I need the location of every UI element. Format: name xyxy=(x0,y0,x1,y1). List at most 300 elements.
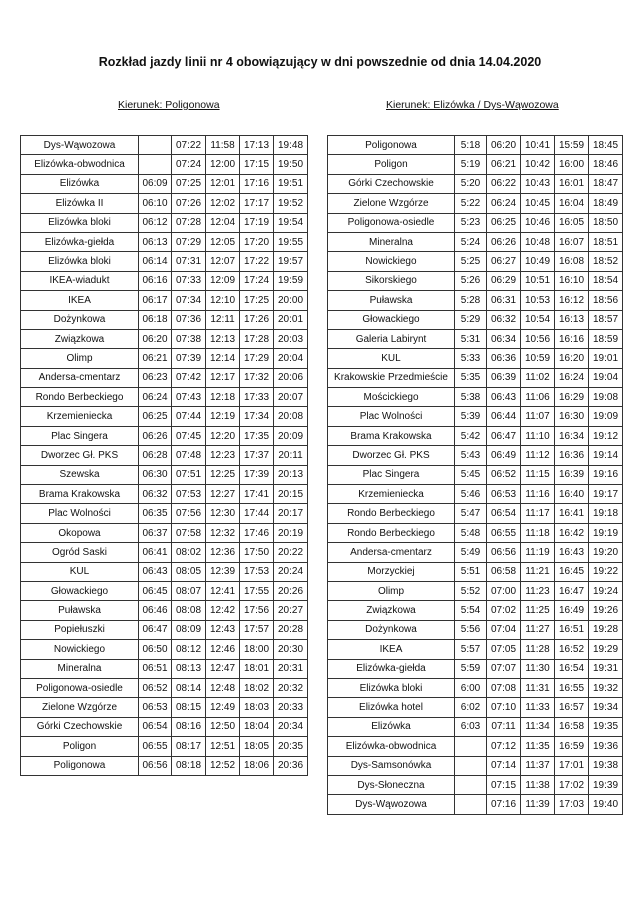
departure-time-cell: 17:15 xyxy=(240,155,274,174)
departure-time-cell: 12:27 xyxy=(206,485,240,504)
table-row xyxy=(21,407,308,426)
stop-name-cell: Dys-Słoneczna xyxy=(328,775,455,794)
departure-time-cell: 06:45 xyxy=(139,581,172,600)
departure-time-cell: 20:33 xyxy=(274,698,308,717)
departure-time-cell: 06:52 xyxy=(487,465,521,484)
table-row xyxy=(21,678,308,697)
departure-time-cell: 20:26 xyxy=(274,581,308,600)
stop-name-cell: Sikorskiego xyxy=(328,271,455,290)
stop-name-cell: Plac Wolności xyxy=(328,407,455,426)
departure-time-cell: 11:10 xyxy=(521,426,555,445)
departure-time-cell: 16:24 xyxy=(555,368,589,387)
stop-name-cell: Olimp xyxy=(328,581,455,600)
departure-time-cell: 06:53 xyxy=(139,698,172,717)
table-row xyxy=(328,581,623,600)
departure-time-cell: 06:16 xyxy=(139,271,172,290)
stop-name-cell: Okopowa xyxy=(21,523,139,542)
departure-time-cell: 16:52 xyxy=(555,640,589,659)
direction-label-right: Kierunek: Elizówka / Dys-Wąwozowa xyxy=(386,99,559,111)
stop-name-cell: Plac Singera xyxy=(328,465,455,484)
departure-time-cell: 19:52 xyxy=(274,194,308,213)
departure-time-cell: 12:46 xyxy=(206,640,240,659)
stop-name-cell: Elizówka-obwodnica xyxy=(21,155,139,174)
table-row xyxy=(328,698,623,717)
departure-time-cell: 6:00 xyxy=(455,678,487,697)
stop-name-cell: Elizówka-giełda xyxy=(328,659,455,678)
table-row xyxy=(21,155,308,174)
departure-time-cell: 19:26 xyxy=(589,601,623,620)
departure-time-cell: 5:45 xyxy=(455,465,487,484)
departure-time-cell: 07:10 xyxy=(487,698,521,717)
departure-time-cell: 20:03 xyxy=(274,329,308,348)
departure-time-cell: 12:19 xyxy=(206,407,240,426)
departure-time-cell xyxy=(139,155,172,174)
table-row xyxy=(328,737,623,756)
departure-time-cell: 5:48 xyxy=(455,523,487,542)
departure-time-cell: 08:18 xyxy=(172,756,206,775)
departure-time-cell: 06:20 xyxy=(139,329,172,348)
table-row xyxy=(328,678,623,697)
departure-time-cell: 07:14 xyxy=(487,756,521,775)
stop-name-cell: Plac Singera xyxy=(21,426,139,445)
departure-time-cell: 16:42 xyxy=(555,523,589,542)
departure-time-cell: 5:29 xyxy=(455,310,487,329)
stop-name-cell: Mościckiego xyxy=(328,388,455,407)
departure-time-cell: 08:15 xyxy=(172,698,206,717)
departure-time-cell: 20:07 xyxy=(274,388,308,407)
departure-time-cell: 17:02 xyxy=(555,775,589,794)
stop-name-cell: Zielone Wzgórze xyxy=(328,194,455,213)
departure-time-cell: 17:39 xyxy=(240,465,274,484)
departure-time-cell: 07:12 xyxy=(487,737,521,756)
stop-name-cell: Dworzec Gł. PKS xyxy=(328,446,455,465)
departure-time-cell: 11:38 xyxy=(521,775,555,794)
departure-time-cell: 11:33 xyxy=(521,698,555,717)
departure-time-cell: 06:10 xyxy=(139,194,172,213)
stop-name-cell: Elizówka xyxy=(328,717,455,736)
departure-time-cell: 17:32 xyxy=(240,368,274,387)
table-row xyxy=(21,562,308,581)
departure-time-cell: 20:04 xyxy=(274,349,308,368)
departure-time-cell: 12:32 xyxy=(206,523,240,542)
departure-time-cell: 19:14 xyxy=(589,446,623,465)
table-row xyxy=(21,349,308,368)
departure-time-cell: 12:13 xyxy=(206,329,240,348)
departure-time-cell: 06:31 xyxy=(487,291,521,310)
departure-time-cell: 07:02 xyxy=(487,601,521,620)
departure-time-cell: 06:22 xyxy=(487,174,521,193)
departure-time-cell: 07:08 xyxy=(487,678,521,697)
departure-time-cell: 18:02 xyxy=(240,678,274,697)
departure-time-cell: 17:19 xyxy=(240,213,274,232)
departure-time-cell: 11:17 xyxy=(521,504,555,523)
table-row xyxy=(328,640,623,659)
departure-time-cell: 12:52 xyxy=(206,756,240,775)
departure-time-cell: 5:43 xyxy=(455,446,487,465)
departure-time-cell: 19:55 xyxy=(274,232,308,251)
table-row xyxy=(328,213,623,232)
departure-time-cell: 07:26 xyxy=(172,194,206,213)
timetable-left xyxy=(20,135,308,776)
direction-label-left: Kierunek: Poligonowa xyxy=(118,99,220,111)
departure-time-cell: 18:47 xyxy=(589,174,623,193)
departure-time-cell: 07:00 xyxy=(487,581,521,600)
departure-time-cell: 17:28 xyxy=(240,329,274,348)
departure-time-cell: 19:31 xyxy=(589,659,623,678)
departure-time-cell: 12:23 xyxy=(206,446,240,465)
departure-time-cell: 11:28 xyxy=(521,640,555,659)
departure-time-cell: 19:35 xyxy=(589,717,623,736)
departure-time-cell: 19:57 xyxy=(274,252,308,271)
departure-time-cell: 17:37 xyxy=(240,446,274,465)
departure-time-cell: 07:29 xyxy=(172,232,206,251)
stop-name-cell: Zielone Wzgórze xyxy=(21,698,139,717)
stop-name-cell: Olimp xyxy=(21,349,139,368)
departure-time-cell: 5:20 xyxy=(455,174,487,193)
stop-name-cell: Galeria Labirynt xyxy=(328,329,455,348)
departure-time-cell: 11:39 xyxy=(521,795,555,814)
departure-time-cell: 07:11 xyxy=(487,717,521,736)
departure-time-cell: 12:41 xyxy=(206,581,240,600)
departure-time-cell: 16:05 xyxy=(555,213,589,232)
departure-time-cell: 12:09 xyxy=(206,271,240,290)
departure-time-cell: 17:33 xyxy=(240,388,274,407)
departure-time-cell: 06:58 xyxy=(487,562,521,581)
departure-time-cell: 12:04 xyxy=(206,213,240,232)
departure-time-cell: 12:25 xyxy=(206,465,240,484)
departure-time-cell: 5:42 xyxy=(455,426,487,445)
departure-time-cell: 20:17 xyxy=(274,504,308,523)
timetable-right-body xyxy=(328,136,623,815)
stop-name-cell: Dys-Samsonówka xyxy=(328,756,455,775)
departure-time-cell: 10:42 xyxy=(521,155,555,174)
table-row xyxy=(21,620,308,639)
departure-time-cell: 06:51 xyxy=(139,659,172,678)
timetable-right xyxy=(327,135,623,815)
stop-name-cell: Brama Krakowska xyxy=(328,426,455,445)
page-title: Rozkład jazdy linii nr 4 obowiązujący w dni powszednie od dnia 14.04.2020 xyxy=(98,55,542,69)
departure-time-cell: 12:20 xyxy=(206,426,240,445)
departure-time-cell: 20:13 xyxy=(274,465,308,484)
departure-time-cell xyxy=(455,737,487,756)
stop-name-cell: Związkowa xyxy=(21,329,139,348)
stop-name-cell: IKEA-wiadukt xyxy=(21,271,139,290)
stop-name-cell: Elizówka bloki xyxy=(21,252,139,271)
departure-time-cell: 12:07 xyxy=(206,252,240,271)
departure-time-cell: 16:43 xyxy=(555,543,589,562)
stop-name-cell: Nowickiego xyxy=(328,252,455,271)
stop-name-cell: Dys-Wąwozowa xyxy=(21,136,139,155)
departure-time-cell: 5:31 xyxy=(455,329,487,348)
departure-time-cell xyxy=(139,136,172,155)
table-row xyxy=(21,194,308,213)
departure-time-cell: 17:16 xyxy=(240,174,274,193)
table-row xyxy=(328,775,623,794)
table-row xyxy=(328,465,623,484)
stop-name-cell: Poligon xyxy=(21,737,139,756)
stop-name-cell: Krzemieniecka xyxy=(328,485,455,504)
departure-time-cell: 18:01 xyxy=(240,659,274,678)
departure-time-cell: 07:44 xyxy=(172,407,206,426)
stop-name-cell: Ogród Saski xyxy=(21,543,139,562)
departure-time-cell: 18:52 xyxy=(589,252,623,271)
table-row xyxy=(21,717,308,736)
departure-time-cell: 11:23 xyxy=(521,581,555,600)
departure-time-cell: 11:27 xyxy=(521,620,555,639)
departure-time-cell: 11:12 xyxy=(521,446,555,465)
departure-time-cell: 11:18 xyxy=(521,523,555,542)
table-row xyxy=(328,717,623,736)
departure-time-cell: 16:45 xyxy=(555,562,589,581)
table-row xyxy=(21,174,308,193)
departure-time-cell: 19:18 xyxy=(589,504,623,523)
departure-time-cell: 07:58 xyxy=(172,523,206,542)
stop-name-cell: Poligonowa-osiedle xyxy=(21,678,139,697)
stop-name-cell: Elizówka bloki xyxy=(21,213,139,232)
departure-time-cell xyxy=(455,795,487,814)
departure-time-cell: 07:15 xyxy=(487,775,521,794)
departure-time-cell: 16:01 xyxy=(555,174,589,193)
departure-time-cell: 12:02 xyxy=(206,194,240,213)
stop-name-cell: Elizówka-obwodnica xyxy=(328,737,455,756)
stop-name-cell: Puławska xyxy=(21,601,139,620)
departure-time-cell: 10:51 xyxy=(521,271,555,290)
stop-name-cell: Popiełuszki xyxy=(21,620,139,639)
departure-time-cell: 08:14 xyxy=(172,678,206,697)
departure-time-cell: 07:45 xyxy=(172,426,206,445)
stop-name-cell: Elizówka xyxy=(21,174,139,193)
departure-time-cell: 18:06 xyxy=(240,756,274,775)
departure-time-cell: 06:25 xyxy=(487,213,521,232)
departure-time-cell: 06:55 xyxy=(139,737,172,756)
departure-time-cell: 11:30 xyxy=(521,659,555,678)
departure-time-cell: 5:57 xyxy=(455,640,487,659)
departure-time-cell: 20:09 xyxy=(274,426,308,445)
departure-time-cell: 16:51 xyxy=(555,620,589,639)
departure-time-cell: 16:59 xyxy=(555,737,589,756)
table-row xyxy=(328,155,623,174)
table-row xyxy=(328,252,623,271)
table-row xyxy=(21,581,308,600)
departure-time-cell: 17:35 xyxy=(240,426,274,445)
departure-time-cell: 16:29 xyxy=(555,388,589,407)
departure-time-cell: 16:36 xyxy=(555,446,589,465)
table-row xyxy=(328,446,623,465)
departure-time-cell: 17:44 xyxy=(240,504,274,523)
departure-time-cell: 06:21 xyxy=(487,155,521,174)
departure-time-cell: 17:26 xyxy=(240,310,274,329)
stop-name-cell: Dożynkowa xyxy=(21,310,139,329)
table-row xyxy=(21,271,308,290)
departure-time-cell: 5:47 xyxy=(455,504,487,523)
table-row xyxy=(328,232,623,251)
stop-name-cell: Elizówka II xyxy=(21,194,139,213)
departure-time-cell: 07:22 xyxy=(172,136,206,155)
stop-name-cell: Mineralna xyxy=(21,659,139,678)
departure-time-cell: 17:55 xyxy=(240,581,274,600)
table-row xyxy=(21,465,308,484)
departure-time-cell: 6:02 xyxy=(455,698,487,717)
departure-time-cell: 06:35 xyxy=(139,504,172,523)
departure-time-cell: 06:24 xyxy=(139,388,172,407)
departure-time-cell: 12:49 xyxy=(206,698,240,717)
departure-time-cell: 12:01 xyxy=(206,174,240,193)
departure-time-cell: 11:02 xyxy=(521,368,555,387)
departure-time-cell: 5:33 xyxy=(455,349,487,368)
departure-time-cell: 19:17 xyxy=(589,485,623,504)
table-row xyxy=(328,756,623,775)
table-row xyxy=(328,485,623,504)
table-row xyxy=(328,523,623,542)
departure-time-cell: 19:24 xyxy=(589,581,623,600)
departure-time-cell: 17:20 xyxy=(240,232,274,251)
departure-time-cell: 19:48 xyxy=(274,136,308,155)
departure-time-cell: 5:22 xyxy=(455,194,487,213)
departure-time-cell xyxy=(455,756,487,775)
departure-time-cell: 06:56 xyxy=(139,756,172,775)
table-row xyxy=(21,446,308,465)
departure-time-cell: 20:36 xyxy=(274,756,308,775)
departure-time-cell: 06:47 xyxy=(139,620,172,639)
departure-time-cell: 12:47 xyxy=(206,659,240,678)
departure-time-cell: 12:36 xyxy=(206,543,240,562)
stop-name-cell: IKEA xyxy=(328,640,455,659)
departure-time-cell: 12:51 xyxy=(206,737,240,756)
departure-time-cell: 20:22 xyxy=(274,543,308,562)
departure-time-cell: 5:39 xyxy=(455,407,487,426)
departure-time-cell: 11:37 xyxy=(521,756,555,775)
stop-name-cell: Andersa-cmentarz xyxy=(21,368,139,387)
departure-time-cell: 20:35 xyxy=(274,737,308,756)
table-row xyxy=(21,426,308,445)
departure-time-cell: 07:34 xyxy=(172,291,206,310)
departure-time-cell: 12:11 xyxy=(206,310,240,329)
departure-time-cell: 19:04 xyxy=(589,368,623,387)
departure-time-cell: 18:50 xyxy=(589,213,623,232)
timetable-left-body xyxy=(21,136,308,776)
departure-time-cell: 06:32 xyxy=(487,310,521,329)
departure-time-cell: 19:16 xyxy=(589,465,623,484)
departure-time-cell: 5:52 xyxy=(455,581,487,600)
departure-time-cell: 08:09 xyxy=(172,620,206,639)
departure-time-cell: 20:15 xyxy=(274,485,308,504)
stop-name-cell: Rondo Berbeckiego xyxy=(328,504,455,523)
departure-time-cell: 06:36 xyxy=(487,349,521,368)
stop-name-cell: Poligonowa xyxy=(328,136,455,155)
departure-time-cell: 20:01 xyxy=(274,310,308,329)
departure-time-cell: 20:08 xyxy=(274,407,308,426)
departure-time-cell: 06:37 xyxy=(139,523,172,542)
departure-time-cell: 06:23 xyxy=(139,368,172,387)
departure-time-cell: 06:32 xyxy=(139,485,172,504)
departure-time-cell: 19:29 xyxy=(589,640,623,659)
departure-time-cell: 18:46 xyxy=(589,155,623,174)
departure-time-cell: 5:23 xyxy=(455,213,487,232)
departure-time-cell: 5:38 xyxy=(455,388,487,407)
departure-time-cell: 16:08 xyxy=(555,252,589,271)
departure-time-cell: 07:07 xyxy=(487,659,521,678)
departure-time-cell: 17:13 xyxy=(240,136,274,155)
departure-time-cell: 10:45 xyxy=(521,194,555,213)
departure-time-cell: 08:13 xyxy=(172,659,206,678)
departure-time-cell: 07:16 xyxy=(487,795,521,814)
departure-time-cell: 12:10 xyxy=(206,291,240,310)
departure-time-cell: 08:17 xyxy=(172,737,206,756)
departure-time-cell: 06:46 xyxy=(139,601,172,620)
departure-time-cell: 17:57 xyxy=(240,620,274,639)
departure-time-cell: 07:56 xyxy=(172,504,206,523)
departure-time-cell: 5:46 xyxy=(455,485,487,504)
departure-time-cell: 19:39 xyxy=(589,775,623,794)
departure-time-cell: 10:53 xyxy=(521,291,555,310)
table-row xyxy=(21,213,308,232)
departure-time-cell: 12:18 xyxy=(206,388,240,407)
departure-time-cell: 07:38 xyxy=(172,329,206,348)
table-row xyxy=(328,368,623,387)
departure-time-cell: 19:59 xyxy=(274,271,308,290)
departure-time-cell: 16:34 xyxy=(555,426,589,445)
departure-time-cell: 08:12 xyxy=(172,640,206,659)
departure-time-cell: 18:51 xyxy=(589,232,623,251)
table-row xyxy=(328,329,623,348)
departure-time-cell: 12:30 xyxy=(206,504,240,523)
departure-time-cell: 19:50 xyxy=(274,155,308,174)
stop-name-cell: Górki Czechowskie xyxy=(328,174,455,193)
departure-time-cell: 19:01 xyxy=(589,349,623,368)
table-row xyxy=(21,504,308,523)
departure-time-cell: 19:08 xyxy=(589,388,623,407)
departure-time-cell: 06:34 xyxy=(487,329,521,348)
departure-time-cell: 06:26 xyxy=(139,426,172,445)
stop-name-cell: Głowackiego xyxy=(328,310,455,329)
stop-name-cell: IKEA xyxy=(21,291,139,310)
departure-time-cell: 07:43 xyxy=(172,388,206,407)
stop-name-cell: Krakowskie Przedmieście xyxy=(328,368,455,387)
departure-time-cell: 06:27 xyxy=(487,252,521,271)
stop-name-cell: Dożynkowa xyxy=(328,620,455,639)
departure-time-cell: 10:49 xyxy=(521,252,555,271)
departure-time-cell: 16:30 xyxy=(555,407,589,426)
departure-time-cell: 17:53 xyxy=(240,562,274,581)
departure-time-cell: 16:57 xyxy=(555,698,589,717)
departure-time-cell: 06:56 xyxy=(487,543,521,562)
departure-time-cell: 17:29 xyxy=(240,349,274,368)
departure-time-cell: 20:24 xyxy=(274,562,308,581)
departure-time-cell: 06:39 xyxy=(487,368,521,387)
departure-time-cell: 18:04 xyxy=(240,717,274,736)
departure-time-cell: 11:19 xyxy=(521,543,555,562)
departure-time-cell: 07:31 xyxy=(172,252,206,271)
departure-time-cell: 16:16 xyxy=(555,329,589,348)
departure-time-cell: 5:19 xyxy=(455,155,487,174)
departure-time-cell: 16:13 xyxy=(555,310,589,329)
table-row xyxy=(328,388,623,407)
departure-time-cell: 19:22 xyxy=(589,562,623,581)
departure-time-cell: 06:30 xyxy=(139,465,172,484)
departure-time-cell: 17:17 xyxy=(240,194,274,213)
departure-time-cell: 12:42 xyxy=(206,601,240,620)
departure-time-cell: 11:06 xyxy=(521,388,555,407)
table-row xyxy=(328,543,623,562)
departure-time-cell: 16:47 xyxy=(555,581,589,600)
departure-time-cell: 07:51 xyxy=(172,465,206,484)
departure-time-cell: 12:00 xyxy=(206,155,240,174)
departure-time-cell: 15:59 xyxy=(555,136,589,155)
departure-time-cell: 06:18 xyxy=(139,310,172,329)
departure-time-cell: 10:46 xyxy=(521,213,555,232)
departure-time-cell: 06:41 xyxy=(139,543,172,562)
table-row xyxy=(328,271,623,290)
